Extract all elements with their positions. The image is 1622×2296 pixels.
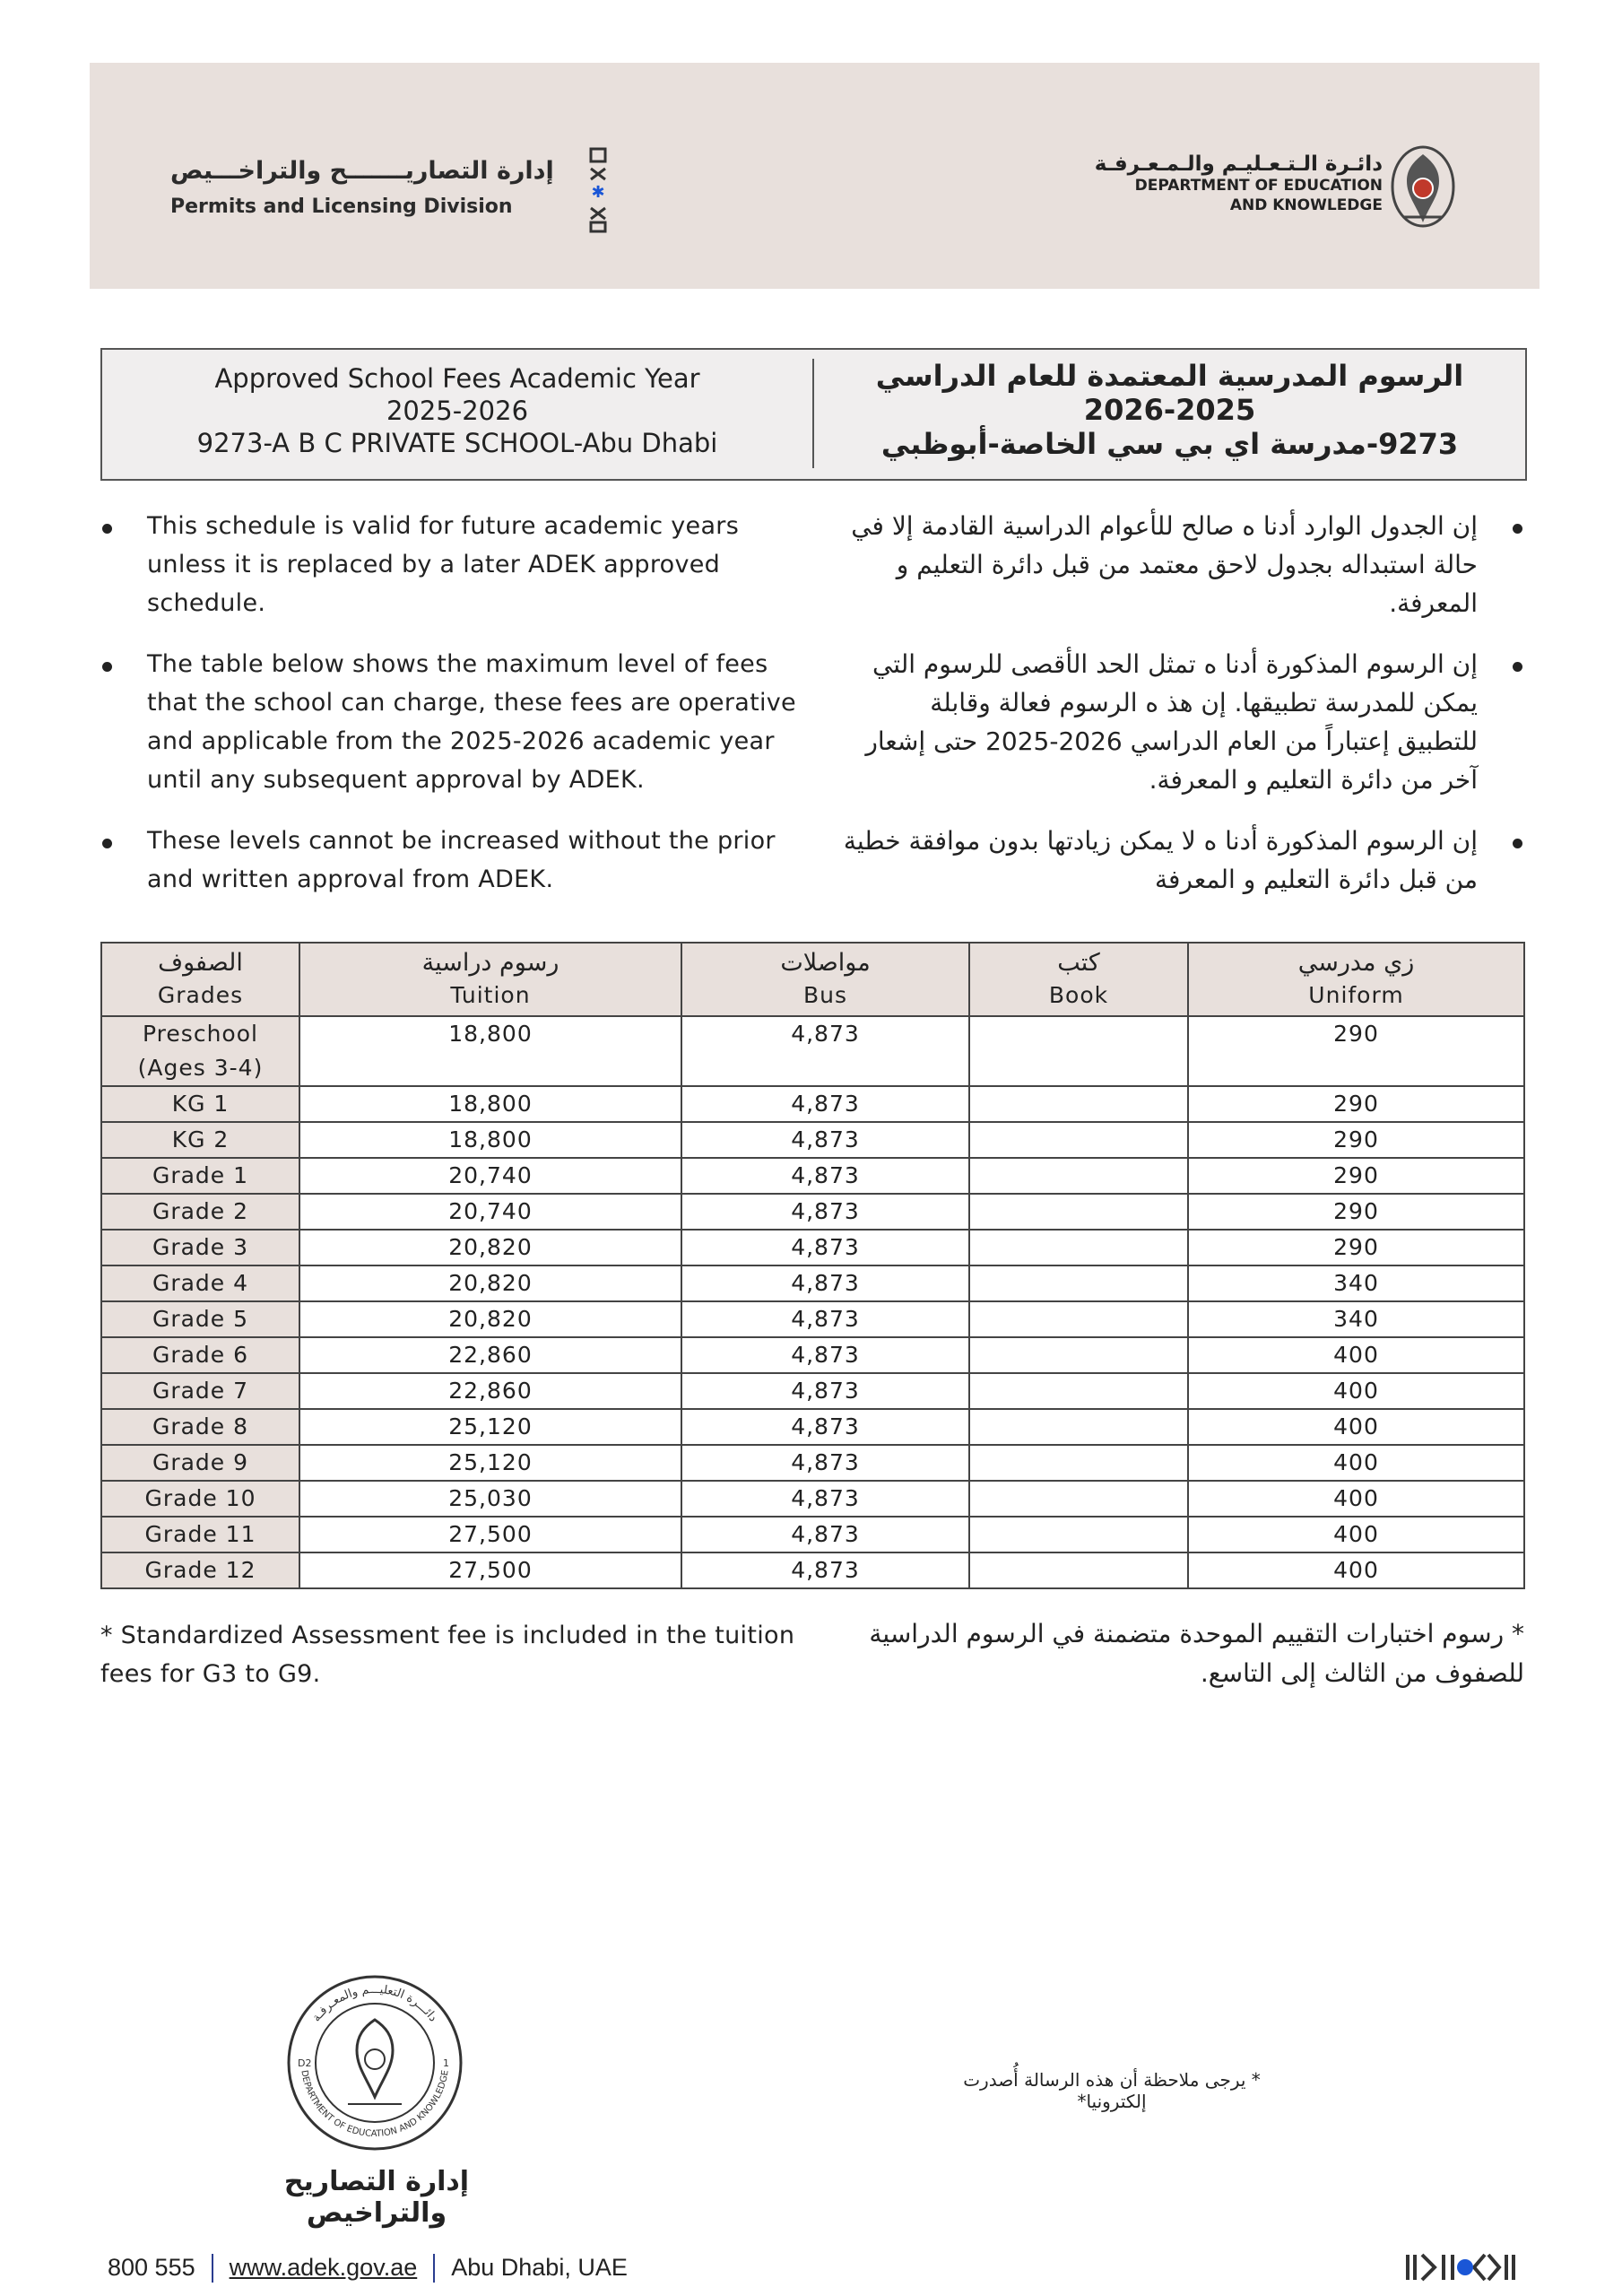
cell-book [969, 1301, 1188, 1337]
cell-book [969, 1409, 1188, 1445]
cell-tuition: 22,860 [299, 1337, 681, 1373]
cell-bus: 4,873 [681, 1086, 969, 1122]
bullet-ar-item [843, 507, 1524, 622]
bullet-text: These levels cannot be increased without the prior and written approval from ADEK. [147, 827, 776, 893]
cell-book [969, 1481, 1188, 1517]
table-row [101, 1337, 1524, 1373]
bullet-dot-icon [102, 662, 112, 672]
table-row [101, 1373, 1524, 1409]
cell-bus: 4,873 [681, 1552, 969, 1588]
cell-book [969, 1337, 1188, 1373]
table-row [101, 1230, 1524, 1265]
footer-phone: 800 555 [108, 2254, 195, 2282]
department-name-block [1095, 152, 1383, 215]
header-ar: الصفوف [158, 949, 243, 977]
cell-grade: Grade 8 [101, 1409, 299, 1445]
title-ar-line2: 2026-2025 [1083, 393, 1256, 427]
cell-book [969, 1265, 1188, 1301]
cell-bus: 4,873 [681, 1158, 969, 1194]
assessment-note-ar: * رسوم اختبارات التقييم الموحدة متضمنة في الرسوم الدراسية للصفوف من الثالث إلى التاسع. [869, 1619, 1524, 1688]
header-en: Book [1048, 982, 1109, 1008]
cell-book [969, 1086, 1188, 1122]
cell-grade: Grade 3 [101, 1230, 299, 1265]
footer-location: Abu Dhabi, UAE [451, 2254, 628, 2282]
page-footer [108, 2253, 628, 2283]
table-row [101, 1301, 1524, 1337]
cell-uniform: 290 [1188, 1194, 1524, 1230]
cell-grade: Grade 12 [101, 1552, 299, 1588]
cell-tuition: 18,800 [299, 1016, 681, 1086]
bullets-ar [843, 507, 1524, 921]
bullet-en-item [100, 822, 800, 899]
table-row [101, 1517, 1524, 1552]
official-stamp-icon [285, 1973, 464, 2152]
header-ar: رسوم دراسية [421, 949, 559, 977]
footer-separator [433, 2254, 435, 2283]
stamp-ring-en: DEPARTMENT OF EDUCATION AND KNOWLEDGE [299, 2069, 451, 2140]
cell-bus: 4,873 [681, 1301, 969, 1337]
table-row [101, 1194, 1524, 1230]
cell-book [969, 1373, 1188, 1409]
grade-line2: (Ages 3-4) [137, 1055, 264, 1081]
stamp-label: إدارة التصاريح والتراخيص [283, 2166, 470, 2229]
cell-grade: Grade 1 [101, 1158, 299, 1194]
cell-bus: 4,873 [681, 1409, 969, 1445]
cell-grade: Grade 6 [101, 1337, 299, 1373]
cell-bus: 4,873 [681, 1230, 969, 1265]
cell-tuition: 20,820 [299, 1230, 681, 1265]
cell-grade: Grade 4 [101, 1265, 299, 1301]
title-ar-line1: الرسوم المدرسية المعتمدة للعام الدراسي [875, 359, 1464, 393]
table-row [101, 1409, 1524, 1445]
cell-book [969, 1517, 1188, 1552]
division-name-ar: إدارة التصاريـــــــح والتراخـــيص [170, 157, 554, 185]
title-en-line1: Approved School Fees Academic Year [214, 363, 700, 394]
cell-bus: 4,873 [681, 1194, 969, 1230]
cell-uniform: 340 [1188, 1301, 1524, 1337]
cell-tuition: 25,120 [299, 1445, 681, 1481]
cell-grade: Grade 10 [101, 1481, 299, 1517]
bullet-text: إن الرسوم المذكورة أدنا ه لا يمكن زيادتها بدون موافقة خطية من قبل دائرة التعليم و المعرفة [843, 826, 1478, 894]
cell-book [969, 1194, 1188, 1230]
department-name-en-line1: DEPARTMENT OF EDUCATION [1134, 177, 1383, 195]
cell-uniform: 400 [1188, 1409, 1524, 1445]
assessment-note-en: * Standardized Assessment fee is included in the tuition fees for G3 to G9. [100, 1622, 795, 1688]
page-header [90, 63, 1540, 289]
cell-tuition: 20,740 [299, 1194, 681, 1230]
cell-grade: Grade 11 [101, 1517, 299, 1552]
cell-bus: 4,873 [681, 1122, 969, 1158]
bullet-dot-icon [102, 839, 112, 848]
cell-tuition: 25,030 [299, 1481, 681, 1517]
cell-uniform: 400 [1188, 1517, 1524, 1552]
cell-uniform: 290 [1188, 1086, 1524, 1122]
bullet-text: إن الرسوم المذكورة أدنا ه تمثل الحد الأقصى للرسوم التي يمكن للمدرسة تطبيقها. إن هذ ه الرسوم فعالة وقابلة للتطبيق إعتباراً من العام الدراسي 2026-2025 حتى إشعار آخر من دائرة التعليم و المعرفة. [865, 649, 1478, 795]
cell-grade: KG 1 [101, 1086, 299, 1122]
cell-book [969, 1445, 1188, 1481]
cell-tuition: 18,800 [299, 1086, 681, 1122]
bullet-dot-icon [102, 524, 112, 534]
title-en [102, 362, 812, 459]
cell-tuition: 18,800 [299, 1122, 681, 1158]
stamp-code-left: D2 [298, 2057, 312, 2069]
cell-bus: 4,873 [681, 1481, 969, 1517]
division-name-en: Permits and Licensing Division [170, 196, 513, 218]
cell-bus: 4,873 [681, 1445, 969, 1481]
cell-tuition: 22,860 [299, 1373, 681, 1409]
cell-book [969, 1016, 1188, 1086]
svg-text:✱: ✱ [591, 183, 605, 202]
header-en: Grades [157, 982, 244, 1008]
cell-tuition: 20,820 [299, 1265, 681, 1301]
table-row [101, 1122, 1524, 1158]
department-name-ar: دائـرة الـتـعـليـم والـمـعـرفـة [1094, 152, 1383, 176]
cell-book [969, 1158, 1188, 1194]
cell-uniform: 290 [1188, 1158, 1524, 1194]
column-header-book [969, 943, 1188, 1016]
cell-tuition: 25,120 [299, 1409, 681, 1445]
cell-uniform: 290 [1188, 1230, 1524, 1265]
table-row [101, 1552, 1524, 1588]
table-row [101, 1158, 1524, 1194]
cell-bus: 4,873 [681, 1517, 969, 1552]
table-header-row [101, 943, 1524, 1016]
cell-uniform: 290 [1188, 1122, 1524, 1158]
bullet-ar-item [843, 822, 1524, 899]
bullet-text: This schedule is valid for future academic years unless it is replaced by a later ADEK approved schedule. [147, 512, 740, 617]
cell-bus: 4,873 [681, 1265, 969, 1301]
footer-separator [212, 2254, 213, 2283]
uae-emblem-icon [1387, 142, 1459, 240]
electronic-issuance-note: * يرجى ملاحظة أن هذه الرسالة أُصدرت إلكترونيا* [963, 2069, 1261, 2112]
column-header-grades [101, 943, 299, 1016]
cell-uniform: 400 [1188, 1337, 1524, 1373]
bullet-dot-icon [1513, 839, 1522, 848]
cell-tuition: 20,820 [299, 1301, 681, 1337]
cell-book [969, 1230, 1188, 1265]
header-ar: مواصلات [780, 949, 871, 977]
department-name-en-line2: AND KNOWLEDGE [1229, 196, 1383, 214]
cell-bus: 4,873 [681, 1373, 969, 1409]
adek-logo-icon [1402, 2249, 1519, 2285]
cell-grade [101, 1016, 299, 1086]
fees-table [100, 942, 1525, 1589]
title-en-line3: 9273-A B C PRIVATE SCHOOL-Abu Dhabi [196, 428, 718, 458]
bullet-ar-item [843, 645, 1524, 799]
cell-uniform: 340 [1188, 1265, 1524, 1301]
table-row [101, 1086, 1524, 1122]
bullet-text: The table below shows the maximum level of fees that the school can charge, these fees are operative and applicable from the 2025-2026 academic year until any subsequent approval by ADEK. [147, 650, 796, 794]
cell-tuition: 27,500 [299, 1517, 681, 1552]
table-row [101, 1016, 1524, 1086]
cell-grade: KG 2 [101, 1122, 299, 1158]
header-en: Bus [802, 982, 848, 1008]
cell-book [969, 1122, 1188, 1158]
cell-bus: 4,873 [681, 1016, 969, 1086]
adek-logo-icon [587, 145, 609, 235]
cell-tuition: 20,740 [299, 1158, 681, 1194]
bullet-en-item [100, 645, 800, 799]
column-header-bus [681, 943, 969, 1016]
cell-grade: Grade 2 [101, 1194, 299, 1230]
title-en-line2: 2025-2026 [386, 396, 529, 426]
header-en: Tuition [450, 982, 531, 1008]
column-header-tuition [299, 943, 681, 1016]
cell-uniform: 400 [1188, 1373, 1524, 1409]
cell-grade: Grade 9 [101, 1445, 299, 1481]
bullet-en-item [100, 507, 800, 622]
stamp-code-right: 1 [443, 2057, 449, 2069]
cell-grade: Grade 5 [101, 1301, 299, 1337]
bullet-text: إن الجدول الوارد أدنا ه صالح للأعوام الدراسية القادمة إلا في حالة استبداله بجدول لاحق معتمد من قبل دائرة التعليم و المعرفة. [851, 511, 1478, 618]
cell-bus: 4,873 [681, 1337, 969, 1373]
bullet-dot-icon [1513, 524, 1522, 534]
cell-uniform: 290 [1188, 1016, 1524, 1086]
header-en: Uniform [1308, 982, 1404, 1008]
table-row [101, 1481, 1524, 1517]
table-row [101, 1445, 1524, 1481]
cell-uniform: 400 [1188, 1552, 1524, 1588]
cell-uniform: 400 [1188, 1445, 1524, 1481]
title-ar [814, 359, 1525, 461]
stamp-ring-ar: دائـــرة التعليـــم والمعـرفـة [309, 1982, 440, 2025]
cell-uniform: 400 [1188, 1481, 1524, 1517]
title-ar-line3: 9273-مدرسة اي بي سي الخاصة-أبوظبي [880, 427, 1459, 461]
footer-website-link[interactable]: www.adek.gov.ae [229, 2254, 418, 2282]
permits-division-block [170, 157, 554, 218]
bullets-en [100, 507, 800, 921]
fees-title-box [100, 348, 1527, 481]
cell-book [969, 1552, 1188, 1588]
grade-line1: Preschool [143, 1021, 258, 1047]
cell-tuition: 27,500 [299, 1552, 681, 1588]
header-ar: زي مدرسي [1297, 949, 1415, 977]
bullet-dot-icon [1513, 662, 1522, 672]
header-ar: كتب [1057, 949, 1100, 977]
table-row [101, 1265, 1524, 1301]
cell-grade: Grade 7 [101, 1373, 299, 1409]
column-header-uniform [1188, 943, 1524, 1016]
